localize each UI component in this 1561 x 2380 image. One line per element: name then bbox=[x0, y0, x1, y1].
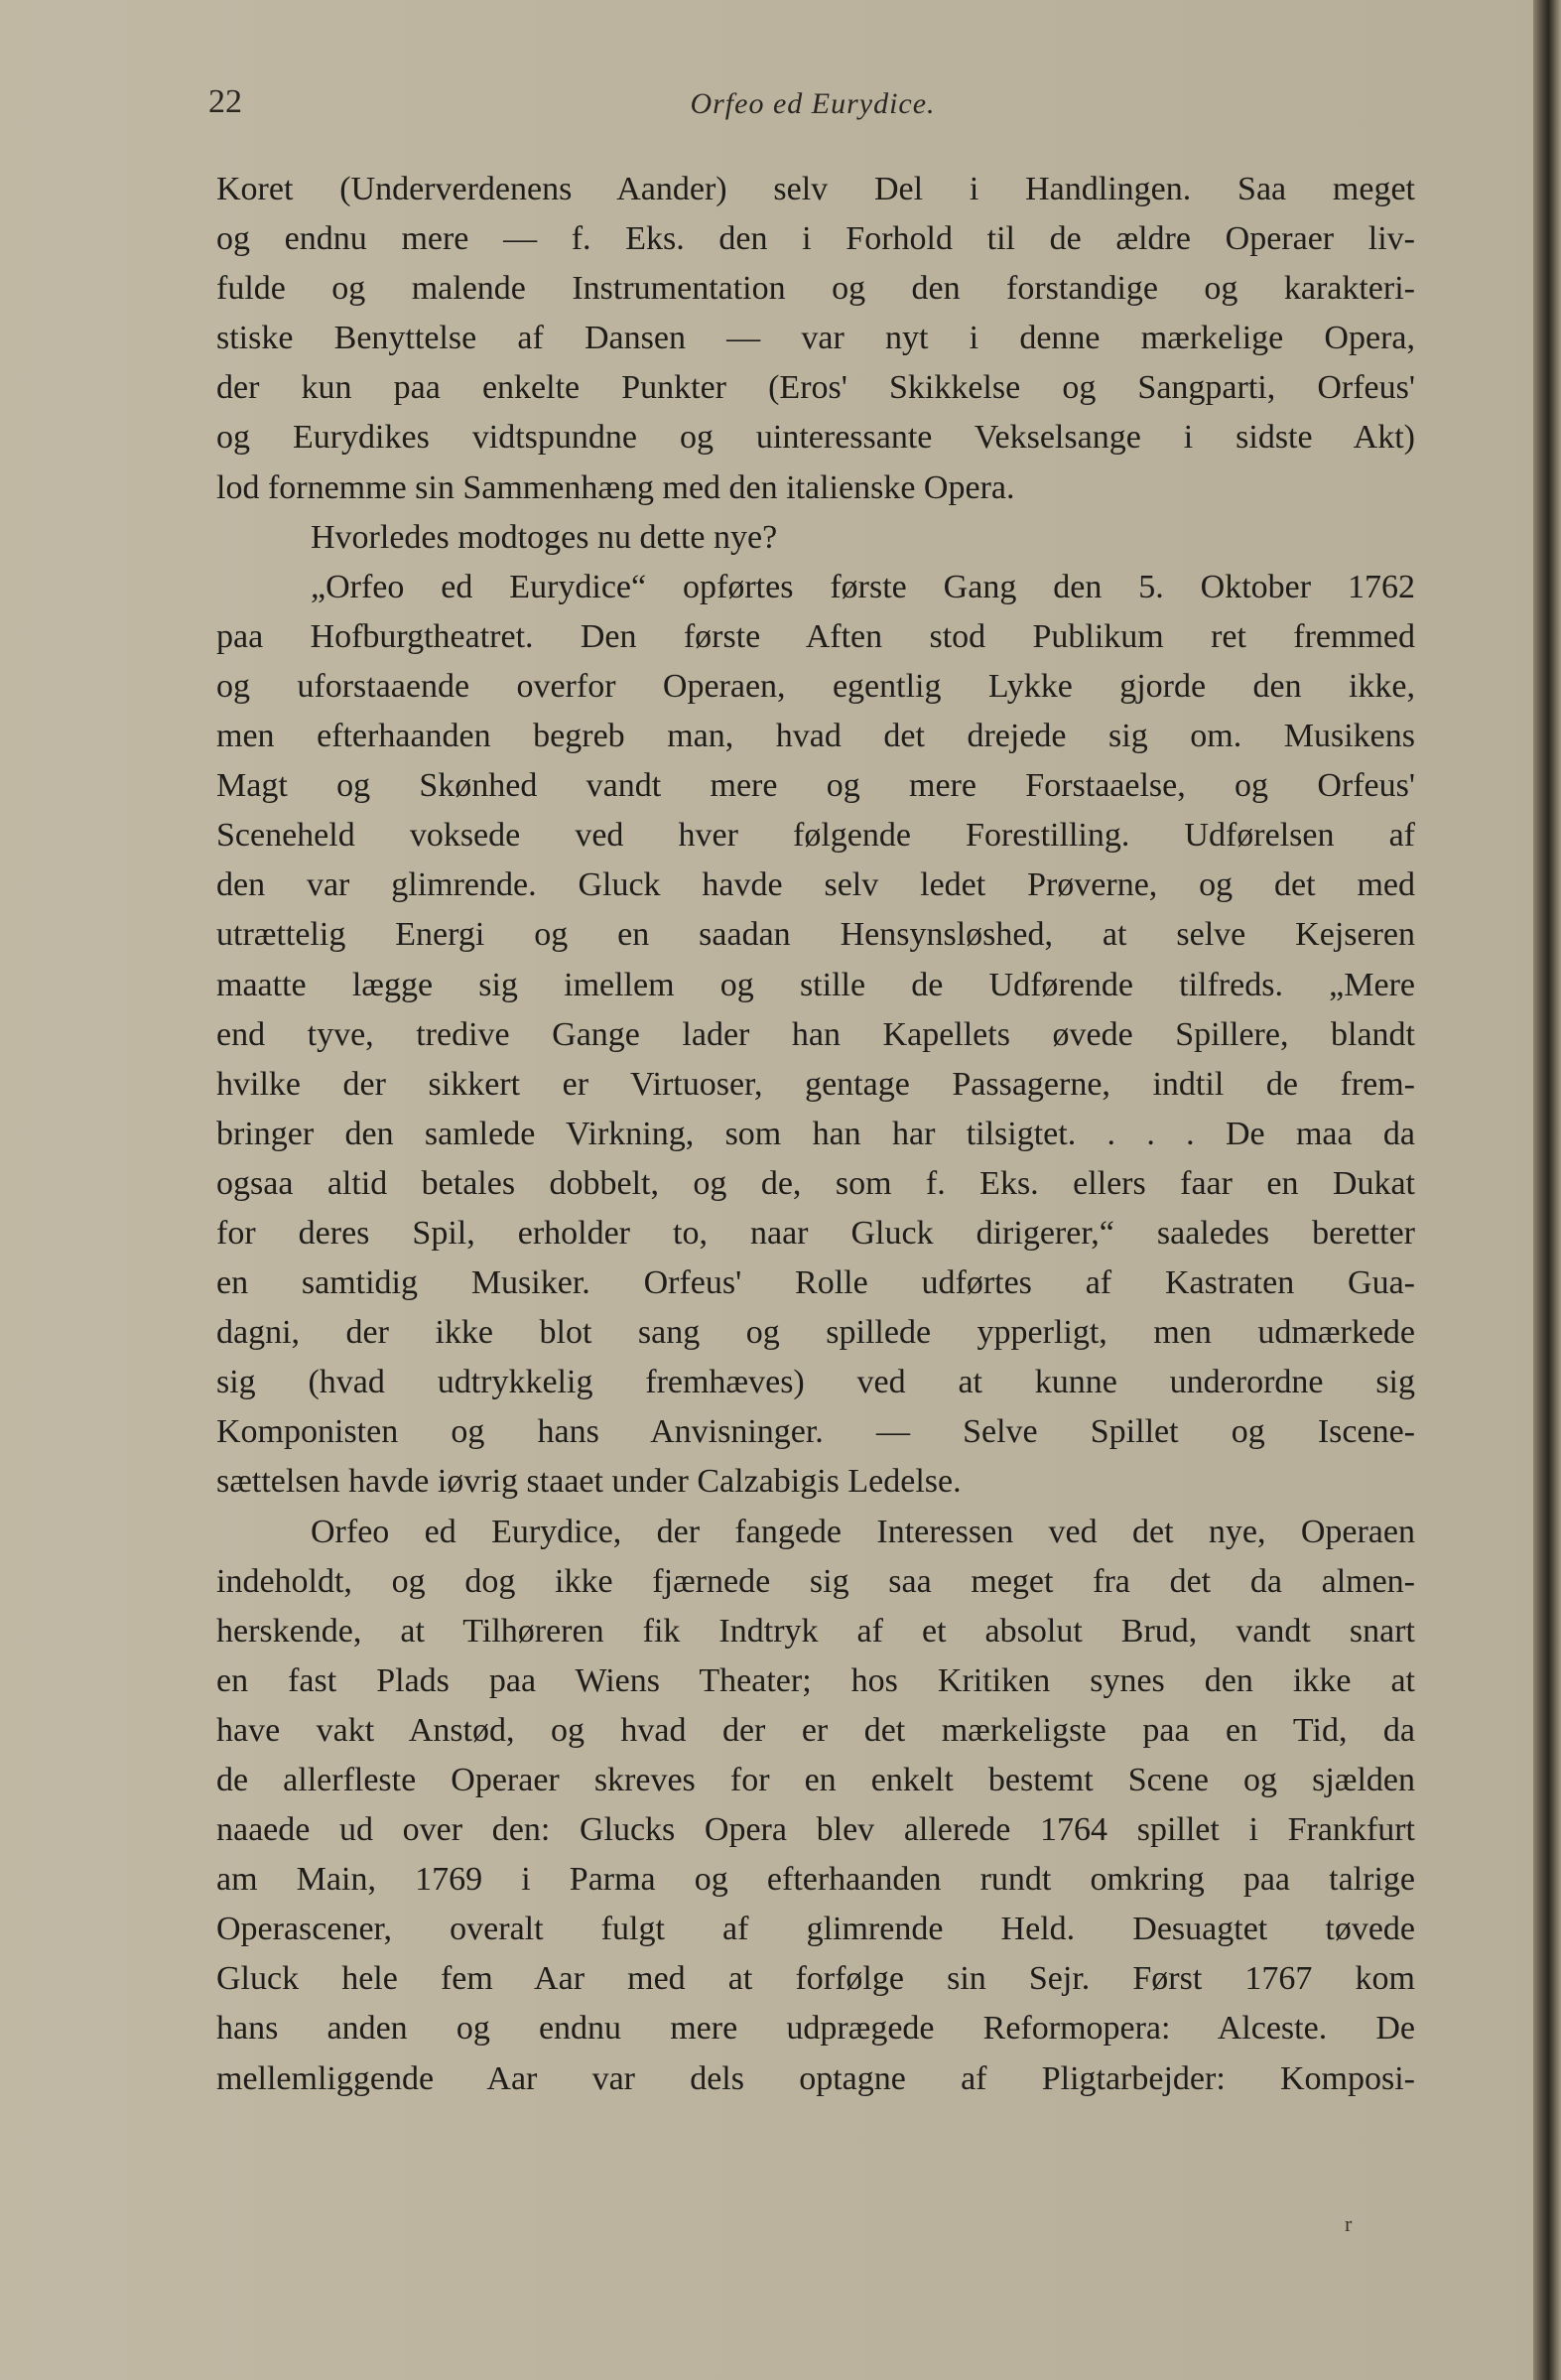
text-line: indeholdt, og dog ikke fjærnede sig saa meget fra det da almen- bbox=[216, 1562, 1415, 1600]
text-line: Gluck hele fem Aar med at forfølge sin Sejr. Først 1767 kom bbox=[216, 1960, 1415, 1998]
text-line: hans anden og endnu mere udprægede Reformopera: Alceste. De bbox=[216, 2010, 1415, 2048]
text-line: en fast Plads paa Wiens Theater; hos Kritiken synes den ikke at bbox=[216, 1661, 1415, 1699]
text-line: sig (hvad udtrykkelig fremhæves) ved at kunne underordne sig bbox=[216, 1364, 1415, 1401]
text-line: og uforstaaende overfor Operaen, egentlig Lykke gjorde den ikke, bbox=[216, 667, 1415, 705]
page-header bbox=[208, 83, 1417, 133]
text-line: dagni, der ikke blot sang og spillede ypperligt, men udmærkede bbox=[216, 1314, 1415, 1352]
text-line: sættelsen havde iøvrig staaet under Calzabigis Ledelse. bbox=[216, 1463, 962, 1501]
text-line: mellemliggende Aar var dels optagne af Pligtarbejder: Komposi- bbox=[216, 2059, 1415, 2097]
text-line: end tyve, tredive Gange lader han Kapellets øvede Spillere, blandt bbox=[216, 1015, 1415, 1053]
text-line: Komponisten og hans Anvisninger. — Selve Spillet og Iscene- bbox=[216, 1413, 1415, 1451]
text-line: have vakt Anstød, og hvad der er det mærkeligste paa en Tid, da bbox=[216, 1711, 1415, 1749]
text-line: og Eurydikes vidtspundne og uinteressante Vekselsange i sidste Akt) bbox=[216, 419, 1415, 457]
text-line: paa Hofburgtheatret. Den første Aften stod Publikum ret fremmed bbox=[216, 617, 1415, 655]
text-line: der kun paa enkelte Punkter (Eros' Skikkelse og Sangparti, Orfeus' bbox=[216, 369, 1415, 407]
text-line: den var glimrende. Gluck havde selv ledet Prøverne, og det med bbox=[216, 866, 1415, 904]
text-line: bringer den samlede Virkning, som han har tilsigtet. . . . De maa da bbox=[216, 1115, 1415, 1152]
text-line: Koret (Underverdenens Aander) selv Del i Handlingen. Saa meget bbox=[216, 171, 1415, 207]
text-line: men efterhaanden begreb man, hvad det drejede sig om. Musikens bbox=[216, 718, 1415, 755]
text-line: og endnu mere — f. Eks. den i Forhold til de ældre Operaer liv- bbox=[216, 220, 1415, 258]
text-line: fulde og malende Instrumentation og den forstandige og karakteri- bbox=[216, 270, 1415, 308]
text-line: herskende, at Tilhøreren fik Indtryk af et absolut Brud, vandt snart bbox=[216, 1612, 1415, 1650]
text-line: ogsaa altid betales dobbelt, og de, som f. Eks. ellers faar en Dukat bbox=[216, 1164, 1415, 1202]
text-line: de allerfleste Operaer skreves for en enkelt bestemt Scene og sjælden bbox=[216, 1762, 1415, 1798]
text-line: utrættelig Energi og en saadan Hensynsløshed, at selve Kejseren bbox=[216, 916, 1415, 954]
text-line: stiske Benyttelse af Dansen — var nyt i denne mærkelige Opera, bbox=[216, 320, 1415, 357]
text-line: Hvorledes modtoges nu dette nye? bbox=[311, 518, 778, 556]
text-line: Magt og Skønhed vandt mere og mere Forstaaelse, og Orfeus' bbox=[216, 767, 1415, 805]
stray-mark: r bbox=[1345, 2211, 1353, 2236]
page-edge bbox=[1533, 0, 1561, 2380]
text-line: en samtidig Musiker. Orfeus' Rolle udførtes af Kastraten Gua- bbox=[216, 1264, 1415, 1302]
text-line: am Main, 1769 i Parma og efterhaanden rundt omkring paa talrige bbox=[216, 1861, 1415, 1899]
running-title: Orfeo ed Eurydice. bbox=[690, 87, 936, 120]
text-line: „Orfeo ed Eurydice“ opførtes første Gang den 5. Oktober 1762 bbox=[311, 568, 1415, 605]
text-line: for deres Spil, erholder to, naar Gluck dirigerer,“ saaledes beretter bbox=[216, 1214, 1415, 1252]
text-line: Sceneheld voksede ved hver følgende Forestilling. Udførelsen af bbox=[216, 817, 1415, 855]
text-line: lod fornemme sin Sammenhæng med den italienske Opera. bbox=[216, 468, 1015, 506]
text-line: Operascener, overalt fulgt af glimrende Held. Desuagtet tøvede bbox=[216, 1911, 1415, 1948]
page-number: 22 bbox=[208, 83, 242, 120]
text-line: hvilke der sikkert er Virtuoser, gentage Passagerne, indtil de frem- bbox=[216, 1065, 1415, 1103]
text-line: naaede ud over den: Glucks Opera blev allerede 1764 spillet i Frankfurt bbox=[216, 1811, 1415, 1849]
text-line: Orfeo ed Eurydice, der fangede Interessen ved det nye, Operaen bbox=[311, 1513, 1415, 1550]
body-text bbox=[216, 165, 1415, 2104]
text-line: maatte lægge sig imellem og stille de Udførende tilfreds. „Mere bbox=[216, 966, 1415, 1003]
